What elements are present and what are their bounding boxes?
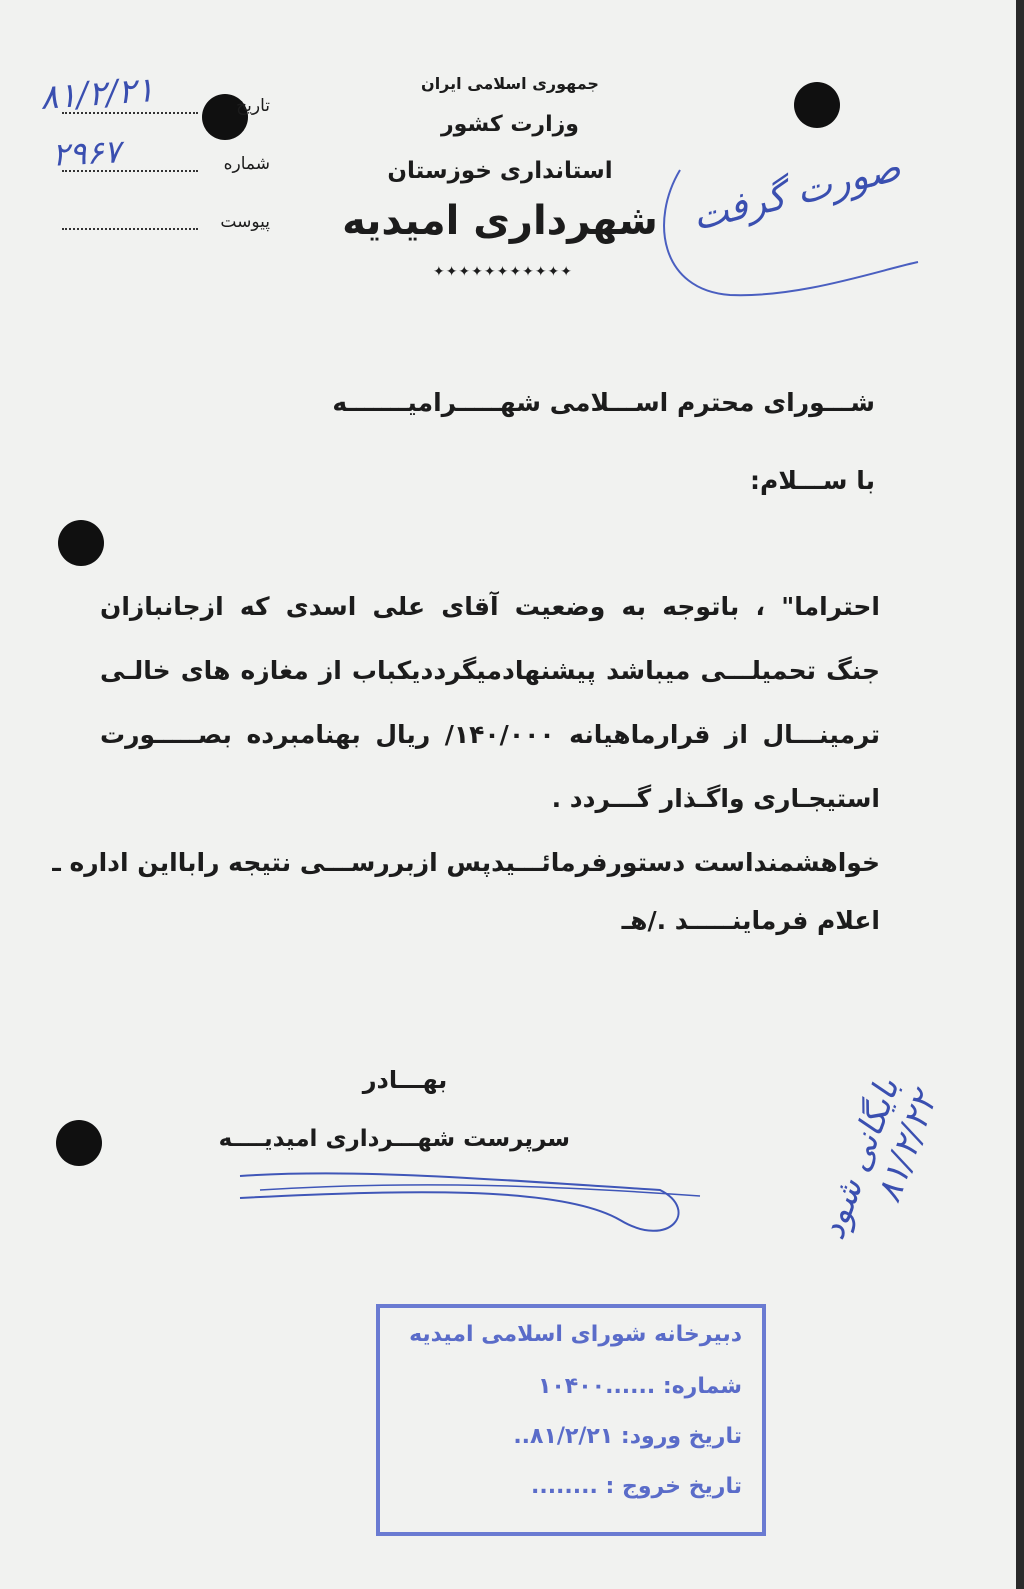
- punch-hole: [56, 1120, 102, 1166]
- signer-name: بهـــادر: [362, 1066, 448, 1094]
- body-line-1: احتراما" ، باتوجه به وضعیت آقای علی اسدی که ازجانبازان: [100, 592, 880, 621]
- governorate-title: استانداری خوزستان: [387, 158, 613, 184]
- ministry-title: وزارت کشور: [441, 112, 579, 137]
- punch-hole: [58, 520, 104, 566]
- handwritten-number: ۲۹۶۷: [51, 132, 122, 174]
- page-edge: [1016, 0, 1024, 1589]
- attachment-label: پیوست: [220, 212, 270, 232]
- body-line-5: خواهشمنداست دستورفرمائـــیدپس ازبررســـی نتیجه رابااین اداره ـ: [52, 848, 880, 877]
- greeting-line: با ســـلام:: [750, 466, 875, 495]
- handwritten-loop: [650, 150, 930, 310]
- header-ornament: ✦✦✦✦✦✦✦✦✦✦✦: [432, 264, 574, 280]
- number-label: شماره: [223, 154, 270, 174]
- stamp-exit-date: تاریخ خروج : ........: [530, 1474, 742, 1499]
- republic-title: جمهوری اسلامی ایران: [421, 74, 599, 93]
- handwritten-date: ۸۱/۲/۲۱: [38, 70, 156, 118]
- body-line-2: جنگ تحمیلـــی میباشد پیشنهادمیگرددیکباب از مغازه های خالـی: [100, 656, 880, 685]
- punch-hole: [794, 82, 840, 128]
- body-line-3: ترمینـــال از قرارماهیانه ۱۴۰/۰۰۰/ ریال بهنامبرده بصـــــورت: [100, 720, 880, 749]
- secretariat-stamp: [376, 1304, 766, 1536]
- signer-title: سرپرست شهـــرداری امیدیــــه: [218, 1126, 570, 1152]
- date-label: تاریخ: [236, 96, 270, 116]
- handwritten-note-top: صورت گرفت: [687, 144, 905, 240]
- stamp-number: شماره: ......۱۰۴۰۰: [537, 1374, 742, 1399]
- body-line-6: اعلام فرماینـــــد ./هـ: [621, 906, 880, 935]
- stamp-title: دبیرخانه شورای اسلامی امیدیه: [409, 1322, 742, 1347]
- recipient-line: شـــورای محترم اســـلامی شهـــــرامیـــــــه: [332, 388, 875, 417]
- handwritten-note-side: بایگانی شود ۸۱/۲/۲۲: [812, 1072, 946, 1245]
- signature-scribble: [200, 1150, 720, 1260]
- body-line-4: استیجـاری واگـذار گـــردد .: [551, 784, 880, 813]
- attachment-field: [48, 208, 270, 238]
- stamp-entry-date: تاریخ ورود: ۸۱/۲/۲۱..: [513, 1424, 742, 1449]
- municipality-title: شهرداری امیدیه: [342, 198, 658, 244]
